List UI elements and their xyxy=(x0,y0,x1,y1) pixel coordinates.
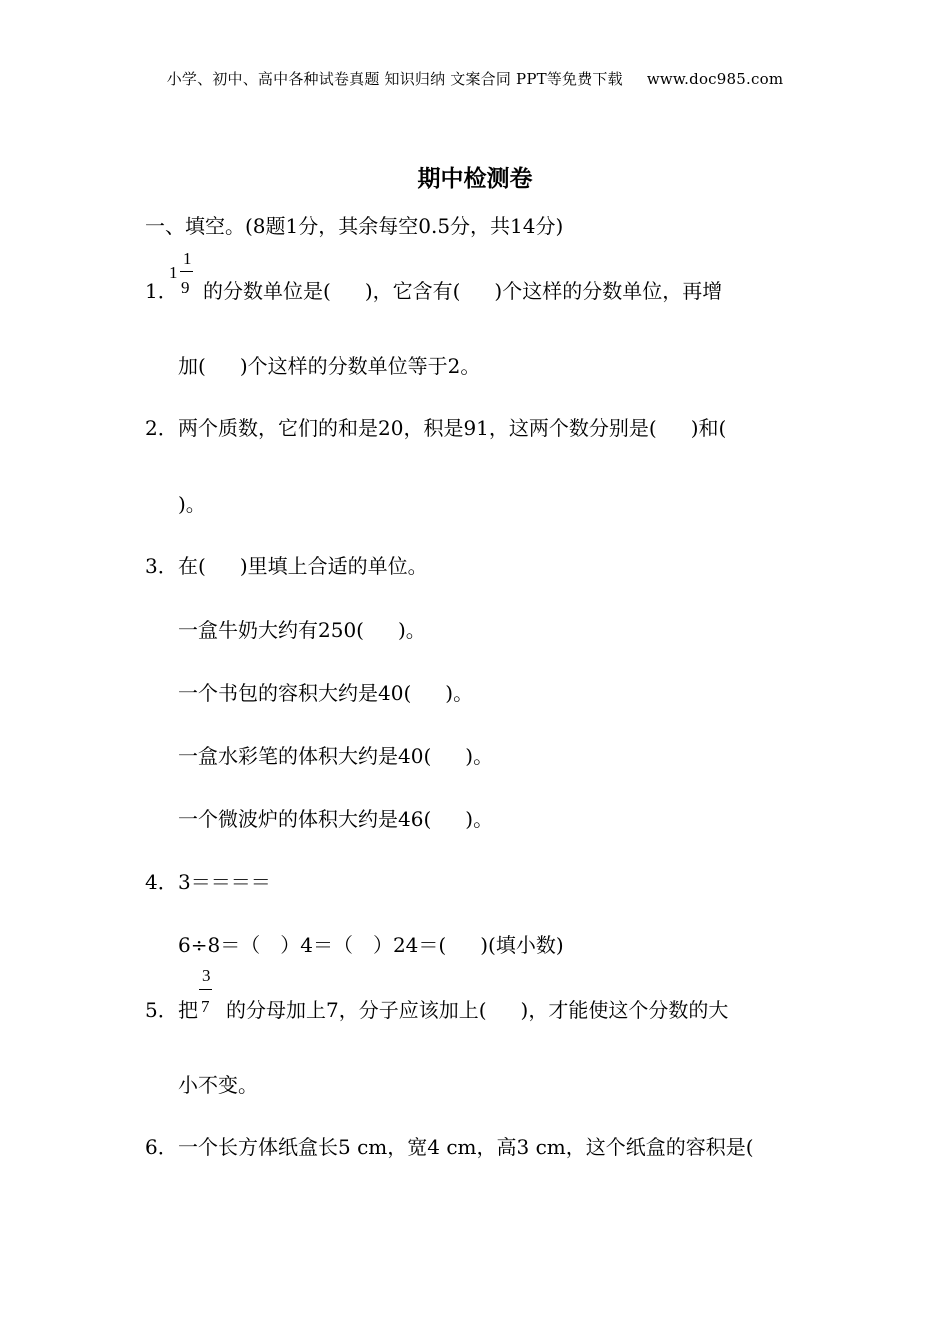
question-number: 2． xyxy=(145,416,178,440)
sub-item xyxy=(178,679,473,707)
question-number: 3． xyxy=(145,554,178,578)
text-segment: ）4＝（ xyxy=(280,933,353,957)
text-segment: )个这样的分数单位，再增 xyxy=(494,279,723,303)
page-header xyxy=(0,68,950,89)
question-text xyxy=(178,414,726,442)
text-segment: )里填上合适的单位。 xyxy=(239,554,428,578)
question-text-line2 xyxy=(178,931,564,959)
page-title: 期中检测卷 xyxy=(417,166,533,192)
header-text: 小学、初中、高中各种试卷真题 知识归纳 文案合同 PPT等免费下载 xyxy=(166,70,623,88)
fraction-bar xyxy=(199,989,212,990)
text-segment: )，它含有( xyxy=(364,279,461,303)
question-text xyxy=(226,996,728,1024)
question-text-line2: )。 xyxy=(178,492,206,516)
question-text: 一个长方体纸盒长5 cm，宽4 cm，高3 cm，这个纸盒的容积是( xyxy=(178,1135,754,1159)
text-segment: 6÷8＝（ xyxy=(178,933,261,957)
text-segment: 加( xyxy=(178,354,206,378)
text-segment: 一个微波炉的体积大约是46( xyxy=(178,807,432,831)
question-number: 6． xyxy=(145,1135,178,1159)
section-heading: 一、填空。(8题1分，其余每空0.5分，共14分) xyxy=(145,214,564,238)
sub-item xyxy=(178,742,493,770)
text-segment: 一个书包的容积大约是40( xyxy=(178,681,412,705)
sub-item xyxy=(178,805,493,833)
question-text-line2: 小不变。 xyxy=(178,1073,258,1097)
text-segment: 一盒水彩笔的体积大约是40( xyxy=(178,744,432,768)
question-number: 5． xyxy=(145,998,178,1022)
fraction-whole: 1 xyxy=(169,263,178,282)
text-segment: )(填小数) xyxy=(480,933,564,957)
text-segment: 两个质数，它们的和是20，积是91，这两个数分别是( xyxy=(178,416,657,440)
question-text xyxy=(203,277,722,305)
text-segment: 把 xyxy=(178,998,198,1022)
text-segment: 一盒牛奶大约有250( xyxy=(178,618,364,642)
text-segment: )。 xyxy=(445,681,474,705)
text-segment: 的分数单位是( xyxy=(203,279,331,303)
question-text-line2 xyxy=(178,352,480,380)
text-segment: 的分母加上7，分子应该加上( xyxy=(226,998,487,1022)
text-segment: )。 xyxy=(465,744,494,768)
fraction-bar xyxy=(180,271,193,272)
fraction-numerator: 3 xyxy=(202,966,211,985)
question-number: 4． xyxy=(145,870,178,894)
fraction-numerator: 1 xyxy=(183,249,192,268)
fraction-denominator: 7 xyxy=(201,997,210,1016)
sub-item xyxy=(178,616,426,644)
text-segment: 在( xyxy=(178,554,206,578)
question-text xyxy=(178,552,428,580)
fraction-denominator: 9 xyxy=(181,278,190,297)
text-segment: )，才能使这个分数的大 xyxy=(520,998,729,1022)
text-segment: )。 xyxy=(397,618,426,642)
text-segment: ）24＝( xyxy=(372,933,447,957)
question-number: 1． xyxy=(145,279,178,303)
text-segment: )。 xyxy=(465,807,494,831)
text-segment: )和( xyxy=(690,416,727,440)
question-text: 3＝＝＝＝ xyxy=(178,870,271,894)
text-segment: )个这样的分数单位等于2。 xyxy=(239,354,481,378)
header-url: www.doc985.com xyxy=(646,70,784,88)
